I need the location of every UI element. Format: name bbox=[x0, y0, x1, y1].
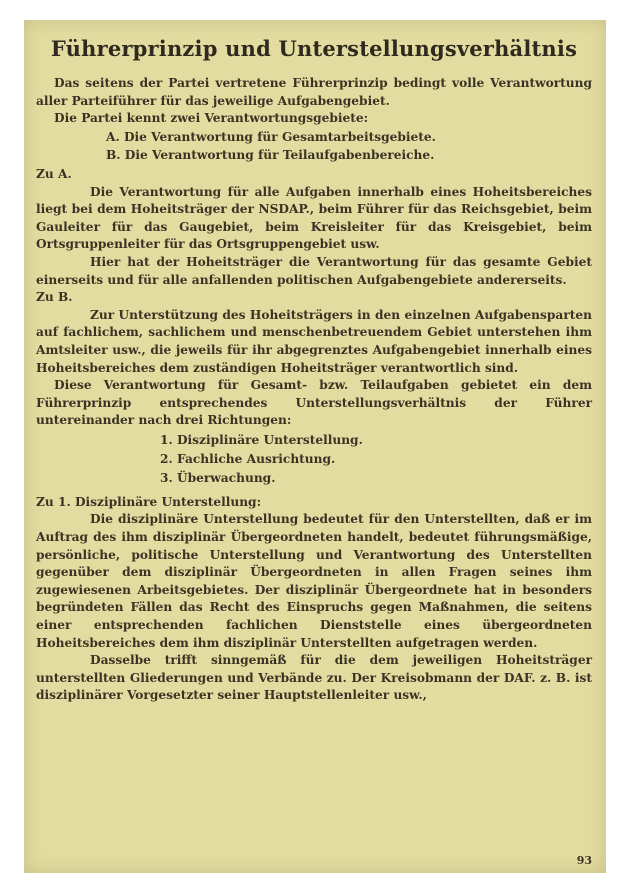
section-b-label: Zu B. bbox=[36, 290, 73, 305]
section-a-label: Zu A. bbox=[36, 166, 72, 181]
page-title: Führerprinzip und Unterstellungsverhältnis bbox=[50, 36, 578, 61]
list-item-1: 1. Disziplinäre Unterstellung. bbox=[160, 432, 363, 447]
page-number: 93 bbox=[576, 854, 592, 867]
section-1-text-a: Die disziplinäre Unterstellung bedeutet für den Unterstellten, daß er im bbox=[90, 512, 592, 527]
list-item-a: A. Die Verantwortung für Gesamtarbeitsgebiete. bbox=[106, 129, 436, 144]
section-1-paragraph-1 bbox=[36, 511, 592, 652]
directions-paragraph: Diese Verantwortung für Gesamt- bzw. Teilaufgaben gebietet ein dem Führerprinzip entsprechendes Unterstellungsverhältnis der Führer untereinander nach drei Richtungen: bbox=[36, 378, 592, 428]
section-1-label: Zu 1. Disziplinäre Unterstellung: bbox=[36, 494, 262, 509]
list-item-3: 3. Überwachung. bbox=[160, 470, 276, 485]
section-b-paragraph-1: Zur Unterstützung des Hoheitsträgers in den einzelnen Aufgabensparten auf fachlichem, sachlichem und menschenbetreuendem Gebiet unterstehen ihm Amtsleiter usw., die jeweils für ihr abgegrenztes Aufgabengebiet innerhalb eines Hoheitsbereiches dem zuständigen Hoheitsträger verantwortlich sind. bbox=[36, 307, 592, 375]
section-1-paragraph-2: Dasselbe trifft sinngemäß für die dem jeweiligen Hoheitsträger unterstellten Gliederungen und Verbände zu. Der Kreisobmann der DAF. z. B. ist disziplinärer Vorgesetzter seiner Hauptstellenleiter usw., bbox=[36, 653, 592, 703]
section-1-bold-word: Auftrag bbox=[36, 530, 89, 545]
list-item-b: B. Die Verantwortung für Teilaufgabenbereiche. bbox=[106, 148, 435, 163]
section-a-paragraph-2: Hier hat der Hoheitsträger die Verantwortung für das gesamte Gebiet einerseits und für alle anfallenden politischen Aufgabengebiete andererseits. bbox=[36, 254, 592, 287]
section-1-text-b: des ihm disziplinär Übergeordneten handelt, bedeutet führungsmäßige, persönliche, politische Unterstellung und Verantwortung des Unterstellten gegenüber dem disziplinär Übergeordneten in allen Fragen seines ihm zugewiesenen Arbeitsgebietes. Der disziplinär Übergeordnete hat in besonders begründeten Fällen das Recht des Einspruchs gegen Maßnahmen, die seitens einer entsprechenden fachlichen Dienststelle eines übergeordneten Hoheitsbereiches dem ihm disziplinär Unterstellten aufgetragen werden. bbox=[36, 530, 592, 650]
document-page bbox=[24, 20, 606, 873]
intro-paragraph: Das seitens der Partei vertretene Führerprinzip bedingt volle Verantwortung aller Parteiführer für das jeweilige Aufgabengebiet. bbox=[36, 76, 592, 108]
list-item-2: 2. Fachliche Ausrichtung. bbox=[160, 451, 336, 466]
intro-paragraph-2: Die Partei kennt zwei Verantwortungsgebiete: bbox=[54, 111, 369, 126]
section-a-paragraph-1: Die Verantwortung für alle Aufgaben innerhalb eines Hoheitsbereiches liegt bei dem Hoheitsträger der NSDAP., beim Führer für das Reichsgebiet, beim Gauleiter für das Gaugebiet, beim Kreisleiter für das Kreisgebiet, beim Ortsgruppenleiter für das Ortsgruppengebiet usw. bbox=[36, 184, 592, 252]
